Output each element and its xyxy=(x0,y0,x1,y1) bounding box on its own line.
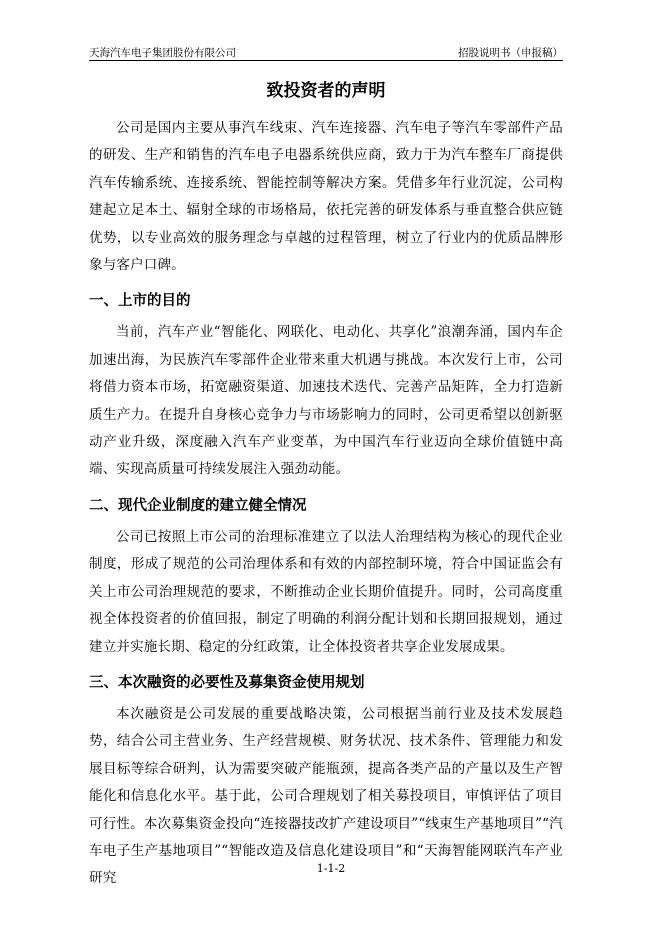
section-heading-listing-purpose: 一、上市的目的 xyxy=(89,293,191,310)
intro-paragraph: 公司是国内主要从事汽车线束、汽车连接器、汽车电子等汽车零部件产品的研发、生产和销售的汽车电子电器系统供应商，致力于为汽车整车厂商提供汽车传输系统、连接系统、智能控制等解决方案。凭借多年行业沉淀，公司构建起立足本土、辐射全球的市场格局，依托完善的研发体系与垂直整合供应链优势，以专业高效的服务理念与卓越的过程管理，树立了行业内的优质品牌形象与客户口碑。 xyxy=(89,120,563,274)
header-document-type: 招股说明书（申报稿） xyxy=(458,47,563,59)
document-body xyxy=(89,115,563,893)
header-divider xyxy=(89,60,563,61)
section-paragraph-financing-plan: 本次融资是公司发展的重要战略决策，公司根据当前行业及技术发展趋势，结合公司主营业务、生产经营规模、财务状况、技术条件、管理能力和发展目标等综合研判，认为需要突破产能瓶颈，提高各类产品的产量以及生产智能化和信息化水平。基于此，公司合理规划了相关募投项目，审慎评估了项目可行性。本次募集资金投向“连接器技改扩产建设项目”“线束生产基地项目”“汽车电子生产基地项目”“智能改造及信息化建设项目”和“天海智能网联汽车产业研究 xyxy=(89,705,563,887)
page-number: 1-1-2 xyxy=(316,862,346,875)
section-paragraph-corporate-governance: 公司已按照上市公司的治理标准建立了以法人治理结构为核心的现代企业制度，形成了规范的公司治理体系和有效的内部控制环境，符合中国证监会有关上市公司治理规范的要求，不断推动企业长期价值提升。同时，公司高度重视全体投资者的价值回报，制定了明确的利润分配计划和长期回报规划，通过建立并实施长期、稳定的分红政策，让全体投资者共享企业发展成果。 xyxy=(89,528,563,655)
page-title: 致投资者的声明 xyxy=(266,81,386,101)
section-heading-corporate-governance: 二、现代企业制度的建立健全情况 xyxy=(89,497,307,514)
section-heading-financing-plan: 三、本次融资的必要性及募集资金使用规划 xyxy=(89,674,365,691)
section-paragraph-listing-purpose: 当前，汽车产业“智能化、网联化、电动化、共享化”浪潮奔涌，国内车企加速出海，为民族汽车零部件企业带来重大机遇与挑战。本次发行上市，公司将借力资本市场，拓宽融资渠道、加速技术迭代、完善产品矩阵，全力打造新质生产力。在提升自身核心竞争力与市场影响力的同时，公司更希望以创新驱动产业升级，深度融入汽车产业变革，为中国汽车行业迈向全球价值链中高端、实现高质量可持续发展注入强劲动能。 xyxy=(89,324,563,478)
header-company-name: 天海汽车电子集团股份有限公司 xyxy=(89,47,236,59)
